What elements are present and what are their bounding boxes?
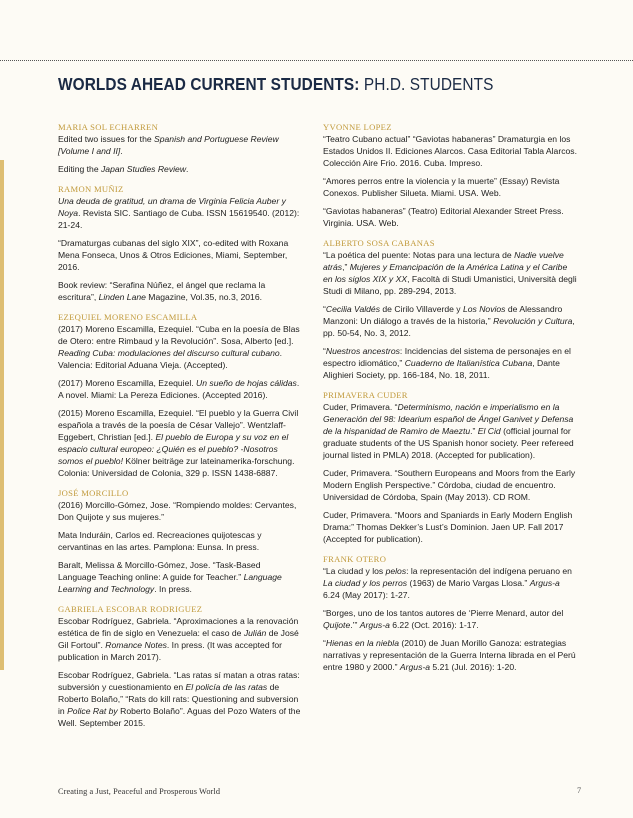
- title-bold: WORLDS AHEAD CURRENT STUDENTS:: [58, 74, 360, 94]
- publication-entry: “Amores perros entre la violencia y la muerte” (Essay) Revista Conexos. Publisher Silueta. Miami. USA. Web.: [323, 176, 560, 198]
- publication-entry: Escobar Rodríguez, Gabriela. “Aproximaciones a la renovación estética de fin de siglo en Venezuela: el caso de Julián de José Gil Fortoul”. Romance Notes. In press. (It was accepted for publication in March 2017).: [58, 616, 299, 662]
- publication-entry: “La poética del puente: Notas para una lectura de Nadie vuelve atrás,” Mujeres y Emancipación de la América Latina y el Caribe en los siglos XIX y XX, Facoltà di Studi Umanistici, Università degli Studi di Milano, pp. 289-294, 2013.: [323, 250, 577, 296]
- student-section: [58, 603, 301, 729]
- publication-entry: Edited two issues for the Spanish and Portuguese Review [Volume I and II].: [58, 134, 279, 156]
- student-section: [58, 121, 301, 175]
- student-name: JOSÉ MORCILLO: [58, 488, 129, 498]
- publication-entry: “La ciudad y los pelos: la representación del indígena peruano en La ciudad y los perros (1963) de Mario Vargas Llosa.” Argus-a 6.24 (May 2017): 1-27.: [323, 566, 572, 600]
- left-column: [58, 121, 301, 737]
- publication-entry: “Hienas en la niebla (2010) de Juan Morillo Ganoza: estrategias narrativas y representación de la Guerra Interna librada en el Perú entre 1980 y 2000.” Argus-a 5.21 (Jul. 2016): 1-20.: [323, 638, 576, 672]
- student-section: [58, 311, 301, 479]
- student-name: MARIA SOL ECHARREN: [58, 122, 159, 132]
- student-name: ALBERTO SOSA CABANAS: [323, 238, 435, 248]
- publication-entry: Cuder, Primavera. “Determinismo, nación e imperialismo en la Generación del 98: Idearium español de Ángel Ganivet y Defensa de la hispanidad de Ramiro de Maeztu.” El Cid (official journal for graduate students of the US Spanish honor society. Peer refereed journal listed in PMLA) 2018. (Accepted for publication).: [323, 402, 574, 460]
- student-section: [323, 121, 578, 229]
- publication-entry: “Borges, uno de los tantos autores de ‘Pierre Menard, autor del Quijote.’” Argus-a 6.22 (Oct. 2016): 1-17.: [323, 608, 564, 630]
- student-section: [323, 237, 578, 381]
- left-edge-accent: [0, 160, 4, 670]
- top-divider: [0, 60, 633, 61]
- publication-entry: Una deuda de gratitud, un drama de Virginia Felicia Auber y Noya. Revista SIC. Santiago de Cuba. ISSN 15619540. (2012): 21-24.: [58, 196, 300, 230]
- publication-entry: Book review: “Serafina Núñez, el ángel que reclama la escritura”, Linden Lane Magazine, Vol.35, no.3, 2016.: [58, 280, 266, 302]
- publication-entry: Mata Induráin, Carlos ed. Recreaciones quijotescas y cervantinas en las artes. Pamplona: Eunsa. In press.: [58, 530, 262, 552]
- student-name: FRANK OTERO: [323, 554, 387, 564]
- publication-entry: (2017) Moreno Escamilla, Ezequiel. Un sueño de hojas cálidas. A novel. Miami: La Pereza Ediciones. (Accepted 2016).: [58, 378, 300, 400]
- publication-entry: (2015) Moreno Escamilla, Ezequiel. “El pueblo y la Guerra Civil española a través de la poesía de César Vallejo”. Wentzlaff-Eggebert, Christian [ed.]. El pueblo de Europa y su voz en el espacio cultural europeo: ¿Quién es el pueblo? -Nosotros somos el pueblo! Kölner beiträge zur lateinamerika-forschung. Colonia: Universidad de Colonia, 329 p. ISSN 1438-6887.: [58, 408, 299, 478]
- publication-entry: Escobar Rodríguez, Gabriela. “Las ratas sí matan a otras ratas: subversión y cuestionamiento en El policía de las ratas de Roberto Bolaño,” “Rats do kill rats: Questioning and subversion in Police Rat by Roberto Bolaño”. Aguas del Pozo Waters of the Well. September 2015.: [58, 670, 301, 728]
- publication-entry: Editing the Japan Studies Review.: [58, 164, 189, 174]
- footer-tagline: Creating a Just, Peaceful and Prosperous World: [58, 787, 221, 796]
- student-section: [323, 389, 578, 545]
- right-column: [323, 121, 578, 681]
- student-name: PRIMAVERA CUDER: [323, 390, 408, 400]
- title-rest: PH.D. STUDENTS: [363, 74, 494, 94]
- student-name: EZEQUIEL MORENO ESCAMILLA: [58, 312, 198, 322]
- student-section: [58, 487, 301, 595]
- page-title: [58, 74, 493, 95]
- publication-entry: Baralt, Melissa & Morcillo-Gómez, Jose. “Task-Based Language Teaching online: A guide for Teacher.” Language Learning and Technology. In press.: [58, 560, 282, 594]
- publication-entry: “Cecilia Valdés de Cirilo Villaverde y Los Novios de Alessandro Manzoni: Un diálogo a través de la historia,” Revolución y Cultura, pp. 50-54, No. 3, 2012.: [323, 304, 575, 338]
- student-name: GABRIELA ESCOBAR RODRIGUEZ: [58, 604, 203, 614]
- publication-entry: “Teatro Cubano actual” “Gaviotas habaneras” Dramaturgia en los Estados Unidos II. Ediciones Alarcos. Casa Editorial Tabla Alarcos. Colección Aire Frio. 2016. Cuba. Impreso.: [323, 134, 577, 168]
- student-section: [58, 183, 301, 303]
- student-name: RAMON MUÑIZ: [58, 184, 124, 194]
- publication-entry: “Nuestros ancestros: Incidencias del sistema de personajes en el espectro idiomático,” Cuaderno de Italianística Cubana, Dante Alighieri Society, pp. 166-184, No. 18, 2011.: [323, 346, 571, 380]
- publication-entry: Cuder, Primavera. “Moors and Spaniards in Early Modern English Drama:” Thomas Dekker’s Lust’s Dominion. Jaen UP. Fall 2017 (Accepted for publication).: [323, 510, 573, 544]
- publication-entry: “Gaviotas habaneras” (Teatro) Editorial Alexander Street Press. Virginia. USA. Web.: [323, 206, 564, 228]
- publication-entry: (2017) Moreno Escamilla, Ezequiel. “Cuba en la poesía de Blas de Otero: entre Rimbaud y la Revolución”. Sosa, Alberto [ed.]. Reading Cuba: modulaciones del discurso cultural cubano. Valencia: Editorial Aduana Vieja. (Accepted).: [58, 324, 300, 370]
- publication-entry: “Dramaturgas cubanas del siglo XIX”, co-edited with Roxana Mena Fonseca, Unos & Otros Ediciones, Miami, September, 2016.: [58, 238, 289, 272]
- publication-entry: (2016) Morcillo-Gómez, Jose. “Rompiendo moldes: Cervantes, Don Quijote y sus mujeres.”: [58, 500, 297, 522]
- publication-entry: Cuder, Primavera. “Southern Europeans and Moors from the Early Modern English Perspective.” Córdoba, ciudad de encuentro. Universidad de Córdoba, Spain (May 2013). CD ROM.: [323, 468, 576, 502]
- student-section: [323, 553, 578, 673]
- page-number: 7: [577, 786, 582, 795]
- student-name: YVONNE LOPEZ: [323, 122, 392, 132]
